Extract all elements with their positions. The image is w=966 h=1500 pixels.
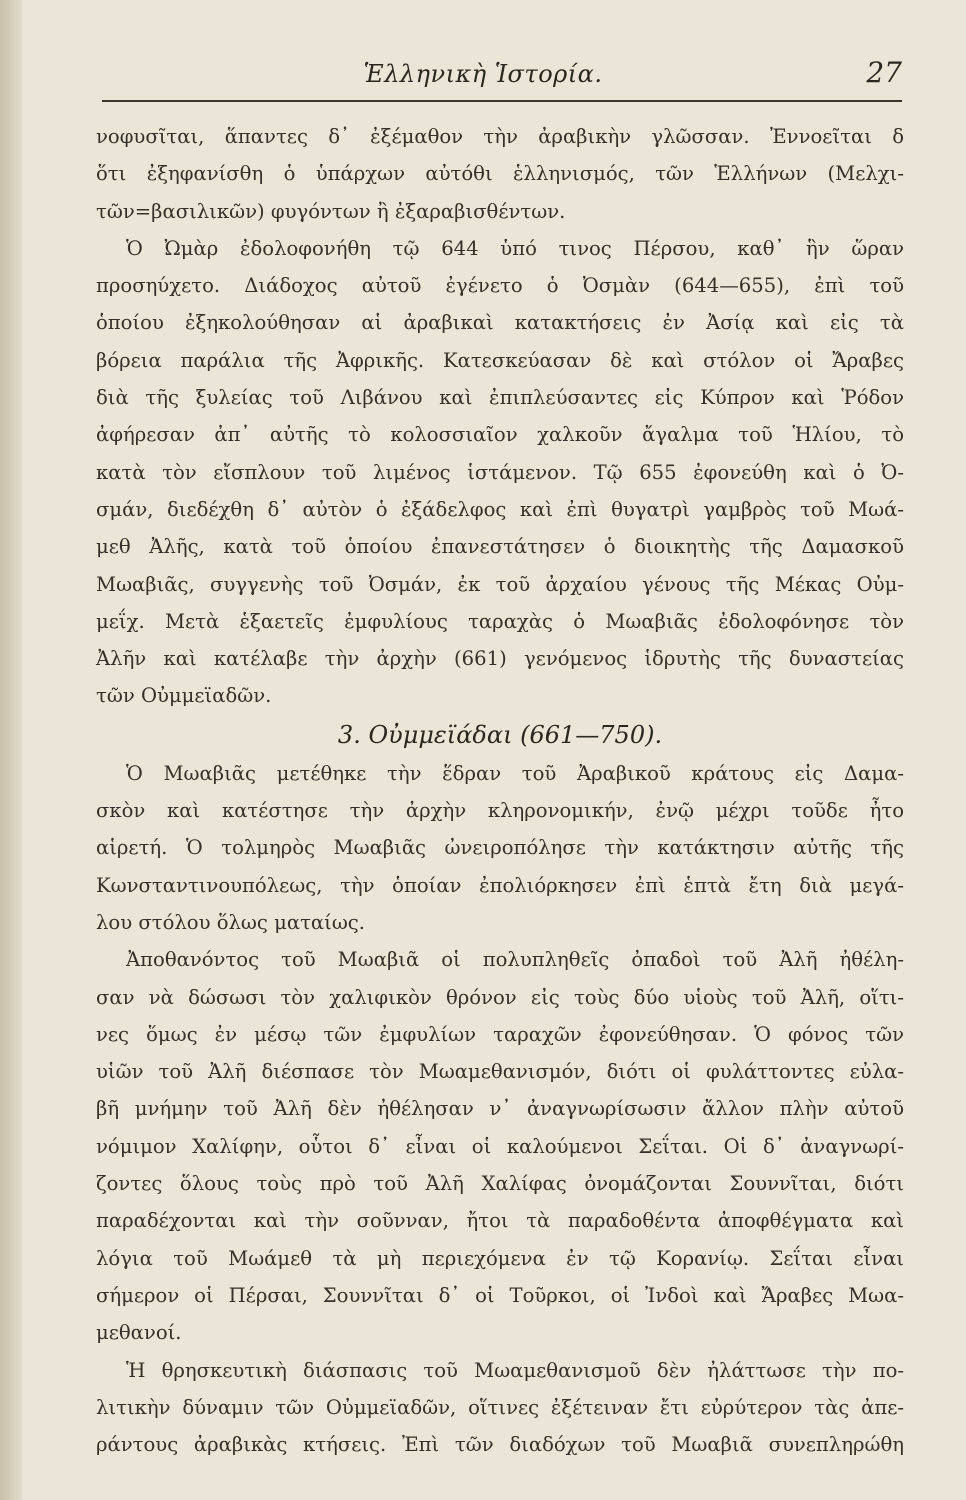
- text-line: μεθ Ἀλῆς, κατὰ τοῦ ὁποίου ἐπανεστάτησεν ὁ διοικητὴς τῆς Δαμασκοῦ: [96, 535, 904, 559]
- text-line: νες ὅμως ἐν μέσῳ τῶν ἐμφυλίων ταραχῶν ἐφονεύθησαν. Ὁ φόνος τῶν: [96, 1022, 904, 1046]
- text-line: Ὁ Μωαβιᾶς μετέθηκε τὴν ἕδραν τοῦ Ἀραβικοῦ κράτους εἰς Δαμα-: [126, 761, 904, 785]
- page-binding-edge: [0, 0, 22, 1500]
- text-line: τῶν Οὐμμεϊαδῶν.: [96, 684, 272, 708]
- text-line: προσηύχετο. Διάδοχος αὐτοῦ ἐγένετο ὁ Ὀσμὰν (644—655), ἐπὶ τοῦ: [96, 274, 904, 298]
- text-line: σήμερον οἱ Πέρσαι, Σουννῖται δ᾽ οἱ Τοῦρκοι, οἱ Ἰνδοὶ καὶ Ἄραβες Μωα-: [96, 1283, 904, 1307]
- text-line: υἱῶν τοῦ Ἀλῆ διέσπασε τὸν Μωαμεθανισμόν, διότι οἱ φυλάττοντες εὐλα-: [96, 1060, 904, 1084]
- text-line: σαν νὰ δώσωσι τὸν χαλιφικὸν θρόνον εἰς τοὺς δύο υἱοὺς τοῦ Ἀλῆ, οἵτι-: [96, 985, 904, 1009]
- text-line: ἀφήρεσαν ἀπ᾽ αὐτῆς τὸ κολοσσιαῖον χαλκοῦν ἄγαλμα τοῦ Ἡλίου, τὸ: [96, 423, 904, 447]
- text-line: βόρεια παράλια τῆς Ἀφρικῆς. Κατεσκεύασαν δὲ καὶ στόλον οἱ Ἄραβες: [96, 348, 904, 372]
- text-line: ράντους ἀραβικὰς κτήσεις. Ἐπὶ τῶν διαδόχων τοῦ Μωαβιᾶ συνεπληρώθη: [96, 1433, 904, 1457]
- text-line: λου στόλου ὅλως ματαίως.: [96, 910, 366, 934]
- text-line: λόγια τοῦ Μωάμεθ τὰ μὴ περιεχόμενα ἐν τῷ Κορανίῳ. Σεΐται εἶναι: [96, 1246, 904, 1270]
- page-header: [60, 56, 906, 96]
- text-line: σκὸν καὶ κατέστησε τὴν ἀρχὴν κληρονομικήν, ἐνῷ μέχρι τοῦδε ἦτο: [96, 799, 904, 823]
- text-line: μεθανοί.: [96, 1321, 182, 1345]
- text-line: Ἡ θρησκευτικὴ διάσπασις τοῦ Μωαμεθανισμοῦ δὲν ἠλάττωσε τὴν πο-: [126, 1358, 904, 1382]
- text-line: παραδέχονται καὶ τὴν σοῦνναν, ἤτοι τὰ παραδοθέντα ἀποφθέγματα καὶ: [96, 1209, 904, 1233]
- text-line: Κωνσταντινουπόλεως, τὴν ὁποίαν ἐπολιόρκησεν ἐπὶ ἑπτὰ ἔτη διὰ μεγά-: [96, 873, 904, 897]
- text-line: μεΐχ. Μετὰ ἑξαετεῖς ἐμφυλίους ταραχὰς ὁ Μωαβιᾶς ἐδολοφόνησε τὸν: [96, 609, 904, 633]
- text-line: κατὰ τὸν εἴσπλουν τοῦ λιμένος ἱστάμενον. Τῷ 655 ἐφονεύθη καὶ ὁ Ὀ-: [96, 460, 904, 484]
- text-line: Μωαβιᾶς, συγγενὴς τοῦ Ὀσμάν, ἐκ τοῦ ἀρχαίου γένους τῆς Μέκας Οὐμ-: [96, 572, 904, 596]
- text-line: νόμιμον Χαλίφην, οὗτοι δ᾽ εἶναι οἱ καλούμενοι Σεΐται. Οἱ δ᾽ ἀναγνωρί-: [96, 1134, 904, 1158]
- text-line: Ἀλῆν καὶ κατέλαβε τὴν ἀρχὴν (661) γενόμενος ἱδρυτὴς τῆς δυναστείας: [96, 647, 904, 671]
- text-line: σμάν, διεδέχθη δ᾽ αὐτὸν ὁ ἐξάδελφος καὶ ἐπὶ θυγατρὶ γαμβρὸς τοῦ Μωά-: [96, 497, 904, 521]
- text-line: Ἀποθανόντος τοῦ Μωαβιᾶ οἱ πολυπληθεῖς ὀπαδοὶ τοῦ Ἀλῆ ἠθέλη-: [126, 948, 904, 972]
- text-line: τῶν=βασιλικῶν) φυγόντων ἢ ἐξαραβισθέντων.: [96, 199, 566, 223]
- text-line: ζοντες ὅλους τοὺς πρὸ τοῦ Ἀλῆ Χαλίφας ὀνομάζονται Σουννῖται, διότι: [96, 1172, 904, 1196]
- section-heading: 3. Οὐμμεϊάδαι (661—750).: [337, 720, 663, 749]
- text-line: ὁποίου ἐξηκολούθησαν αἱ ἀραβικαὶ κατακτήσεις ἐν Ἀσίᾳ καὶ εἰς τὰ: [96, 311, 904, 335]
- header-rule: [102, 100, 902, 102]
- body-text: [96, 118, 904, 1463]
- text-line: λιτικὴν δύναμιν τῶν Οὐμμεϊαδῶν, οἵτινες ἐξέτειναν ἔτι εὐρύτερον τὰς ἀπε-: [96, 1395, 904, 1419]
- running-title: Ἑλληνικὴ Ἱστορία.: [363, 60, 603, 88]
- text-line: διὰ τῆς ξυλείας τοῦ Λιβάνου καὶ ἐπιπλεύσαντες εἰς Κύπρον καὶ Ῥόδον: [96, 386, 904, 410]
- text-line: Ὁ Ὠμὰρ ἐδολοφονήθη τῷ 644 ὑπό τινος Πέρσου, καθ᾽ ἣν ὥραν: [126, 236, 904, 260]
- text-line: ὅτι ἐξηφανίσθη ὁ ὑπάρχων αὐτόθι ἑλληνισμός, τῶν Ἑλλήνων (Μελχι-: [96, 162, 904, 186]
- text-line: αἱρετή. Ὁ τολμηρὸς Μωαβιᾶς ὠνειροπόλησε τὴν κατάκτησιν αὐτῆς τῆς: [96, 836, 904, 860]
- text-line: βῆ μνήμην τοῦ Ἀλῆ δὲν ἠθέλησαν ν᾽ ἀναγνωρίσωσιν ἄλλον πλὴν αὐτοῦ: [96, 1097, 904, 1121]
- page-number: 27: [866, 56, 902, 89]
- text-line: νοφυσῖται, ἅπαντες δ᾽ ἐξέμαθον τὴν ἀραβικὴν γλῶσσαν. Ἐννοεῖται δ: [96, 125, 904, 148]
